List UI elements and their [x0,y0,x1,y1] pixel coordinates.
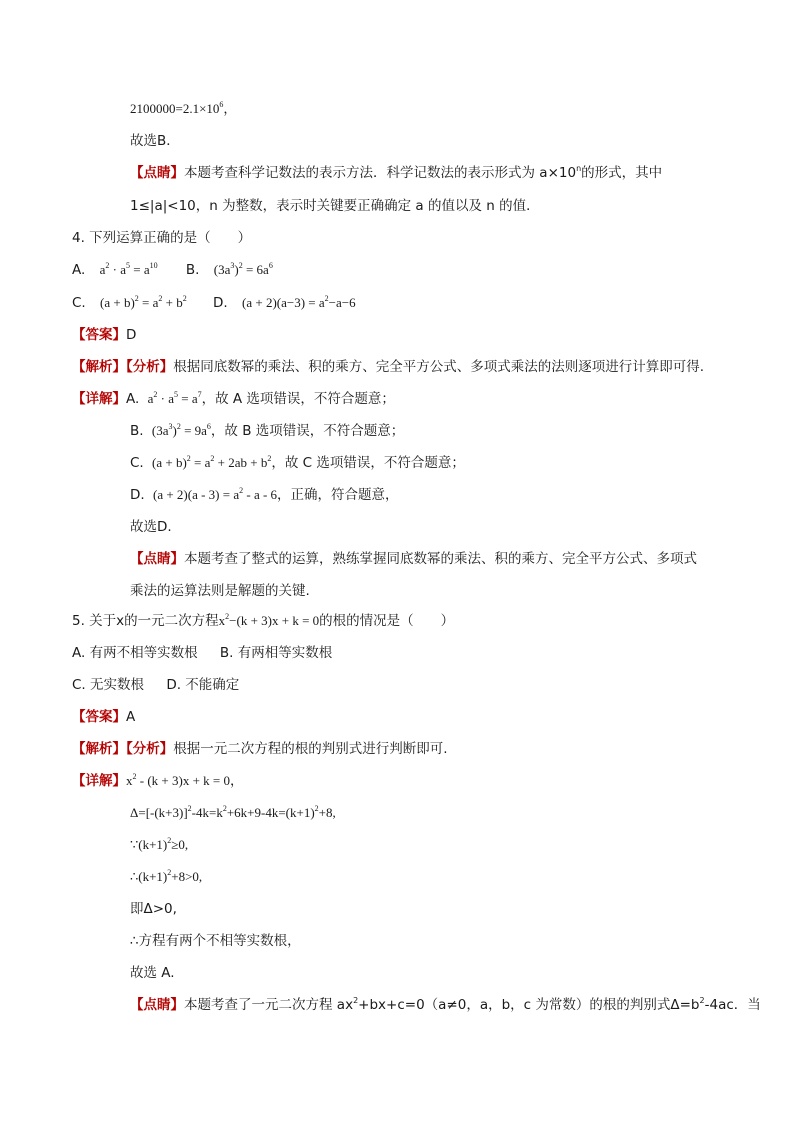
q4-option-c: $(a + b)^2 = a^2 + b^2$ [100,294,187,310]
q4-detail-c: C. $(a + b)^2 = a^2 + 2ab + b^2$，故 C 选项错误，不符合题意； [130,454,465,471]
q5-answer: 【答案】A [72,709,136,725]
q4-point-line-1: 【点睛】本题考查了整式的运算，熟练掌握同底数幂的乘法、积的乘方、完全平方公式、多项式 [130,551,697,567]
q5-analysis: 【解析】【分析】根据一元二次方程的根的判别式进行判断即可. [72,741,448,757]
analysis-tag: 【解析】【分析】 [72,359,174,375]
q4-point-line-2: 乘法的运算法则是解题的关键. [130,583,310,599]
point-tag: 【点睛】 [130,551,184,567]
q4-options-ab: A. $a^2 \cdot a^5 = a^{10}$ B. $(3a^3)^2 = 6a^6$ [72,261,273,278]
q5-detail-5: 即Δ>0, [130,901,177,917]
q5-detail-2: $\Delta=[-(k+3)]^2-4k=k^2+6k+9-4k=(k+1)^2+8$, [130,804,336,820]
q5-stem: 5. 关于x的一元二次方程$x^2-(k + 3)x + k = 0$的根的情况是（ ） [72,612,455,629]
point-tag: 【点睛】 [130,997,184,1013]
q5-option-b: B. 有两相等实数根 [219,645,333,661]
q4-detail-a: 【详解】A. $a^2 \cdot a^5 = a^7$，故 A 选项错误，不符合题意； [72,390,395,407]
q4-option-d: $(a + 2)(a-3) = a^2-a-6$ [242,294,356,310]
q5-option-d: D. 不能确定 [166,677,240,693]
answer-tag: 【答案】 [72,709,126,725]
q4-option-a: $a^2 \cdot a^5 = a^{10}$ [99,261,158,277]
q5-options-ab [72,644,332,662]
q5-detail-3: $\because(k+1)^2\ge 0$, [130,836,189,852]
q3-point-line-2: 1≤|a|<10，n 为整数，表示时关键要正确确定 a 的值以及 n 的值． [130,198,540,214]
q5-point-line-1: 【点睛】本题考查了一元二次方程 $ax^2+bx+c=0(a\ne 0$，a，b，c 为常数）的根的判别式$\Delta=b^2-4ac$．当 [130,996,761,1013]
q3-choose: 故选B． [130,133,180,149]
q5-detail-4: $\therefore(k+1)^2+8>0$, [130,868,203,884]
q5-option-c: C. 无实数根 [72,677,145,693]
point-tag: 【点睛】 [130,165,184,181]
q4-stem: 4. 下列运算正确的是（ ） [72,230,252,246]
detail-tag: 【详解】 [72,773,126,789]
q5-option-a: A. 有两不相等实数根 [72,645,198,661]
q4-option-b: $(3a^3)^2 = 6a^6$ [213,261,273,277]
q5-detail-6: ∴方程有两个不相等实数根， [130,933,301,949]
q4-choose: 故选D. [130,519,172,535]
q5-choose: 故选 A. [130,965,175,981]
q4-detail-d: D. $(a + 2)(a - 3) = a^2 - a - 6$，正确，符合题意， [130,486,399,503]
q4-options-cd: C. $(a + b)^2 = a^2 + b^2$ D. $(a + 2)(a-3) = a^2-a-6$ [72,294,356,311]
q4-answer: 【答案】D [72,327,137,343]
q5-detail-1: 【详解】$x^2 - (k + 3)x + k = 0$， [72,772,244,789]
q3-point-line-1: 【点睛】本题考查科学记数法的表示方法．科学记数法的表示形式为 $a\times 10^n$的形式，其中 [130,164,663,181]
q4-analysis: 【解析】【分析】根据同底数幂的乘法、积的乘方、完全平方公式、多项式乘法的法则逐项进行计算即可得. [72,359,705,375]
detail-tag: 【详解】 [72,391,126,407]
q5-options-cd [72,676,239,694]
q3-calc: $2100000=2.1\times 10^6$， [130,100,237,116]
answer-tag: 【答案】 [72,327,126,343]
q4-detail-b: B. $(3a^3)^2 = 9a^6$，故 B 选项错误，不符合题意； [130,422,405,439]
analysis-tag: 【解析】【分析】 [72,741,174,757]
